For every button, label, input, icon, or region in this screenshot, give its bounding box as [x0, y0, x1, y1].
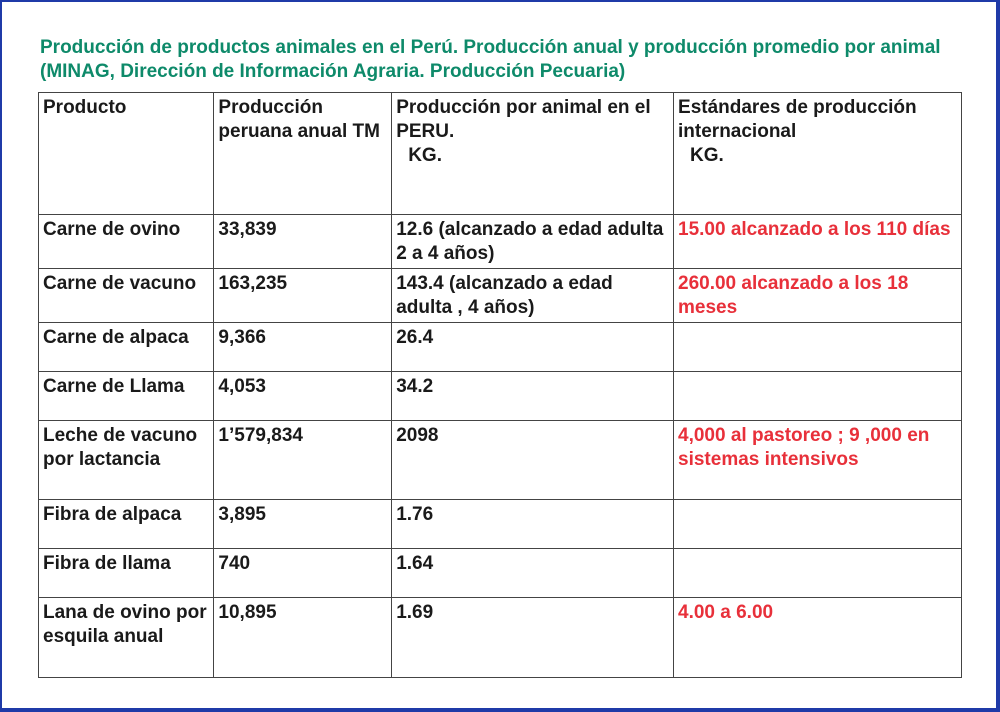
page-title: Producción de productos animales en el Perú. Producción anual y producción promedio por animal (MINAG, Dirección de Información Agraria. Producción Pecuaria): [40, 37, 941, 82]
cell-producto: Fibra de llama: [39, 549, 214, 598]
table-row: [39, 215, 962, 269]
cell-produccion-anual: 9,366: [214, 323, 392, 372]
cell-producto: Carne de ovino: [39, 215, 214, 269]
header-estandares-internacionales: Estándares de producción internacional KG.: [674, 93, 962, 215]
cell-estandar-internacional: [674, 549, 962, 598]
cell-produccion-anual: 10,895: [214, 598, 392, 678]
table-row: [39, 372, 962, 421]
table-row: [39, 421, 962, 500]
cell-produccion-anual: 3,895: [214, 500, 392, 549]
table-header-row: [39, 93, 962, 215]
cell-produccion-por-animal: 1.64: [392, 549, 674, 598]
cell-estandar-internacional: [674, 500, 962, 549]
cell-producto: Leche de vacuno por lactancia: [39, 421, 214, 500]
cell-producto: Carne de Llama: [39, 372, 214, 421]
production-table: [38, 92, 962, 678]
cell-produccion-anual: 740: [214, 549, 392, 598]
cell-produccion-anual: 33,839: [214, 215, 392, 269]
table-row: [39, 549, 962, 598]
cell-produccion-por-animal: 143.4 (alcanzado a edad adulta , 4 años): [392, 269, 674, 323]
cell-produccion-anual: 1’579,834: [214, 421, 392, 500]
table-row: [39, 269, 962, 323]
cell-producto: Fibra de alpaca: [39, 500, 214, 549]
header-unit-kg: KG.: [690, 145, 724, 166]
cell-produccion-anual: 163,235: [214, 269, 392, 323]
table-row: [39, 323, 962, 372]
cell-produccion-por-animal: 12.6 (alcanzado a edad adulta 2 a 4 años): [392, 215, 674, 269]
header-produccion-por-animal: Producción por animal en el PERU. KG.: [392, 93, 674, 215]
table-row: [39, 598, 962, 678]
cell-produccion-por-animal: 1.69: [392, 598, 674, 678]
cell-producto: Carne de alpaca: [39, 323, 214, 372]
cell-produccion-anual: 4,053: [214, 372, 392, 421]
cell-estandar-internacional: [674, 323, 962, 372]
cell-estandar-internacional: [674, 372, 962, 421]
table-row: [39, 500, 962, 549]
cell-producto: Carne de vacuno: [39, 269, 214, 323]
cell-estandar-internacional: 260.00 alcanzado a los 18 meses: [674, 269, 962, 323]
cell-produccion-por-animal: 2098: [392, 421, 674, 500]
cell-producto: Lana de ovino por esquila anual: [39, 598, 214, 678]
cell-produccion-por-animal: 26.4: [392, 323, 674, 372]
cell-estandar-internacional: 4,000 al pastoreo ; 9 ,000 en sistemas intensivos: [674, 421, 962, 500]
cell-estandar-internacional: 4.00 a 6.00: [674, 598, 962, 678]
header-producto: Producto: [39, 93, 214, 215]
cell-produccion-por-animal: 1.76: [392, 500, 674, 549]
header-unit-kg: KG.: [408, 145, 442, 166]
cell-estandar-internacional: 15.00 alcanzado a los 110 días: [674, 215, 962, 269]
cell-produccion-por-animal: 34.2: [392, 372, 674, 421]
header-produccion-anual: Producción peruana anual TM: [214, 93, 392, 215]
